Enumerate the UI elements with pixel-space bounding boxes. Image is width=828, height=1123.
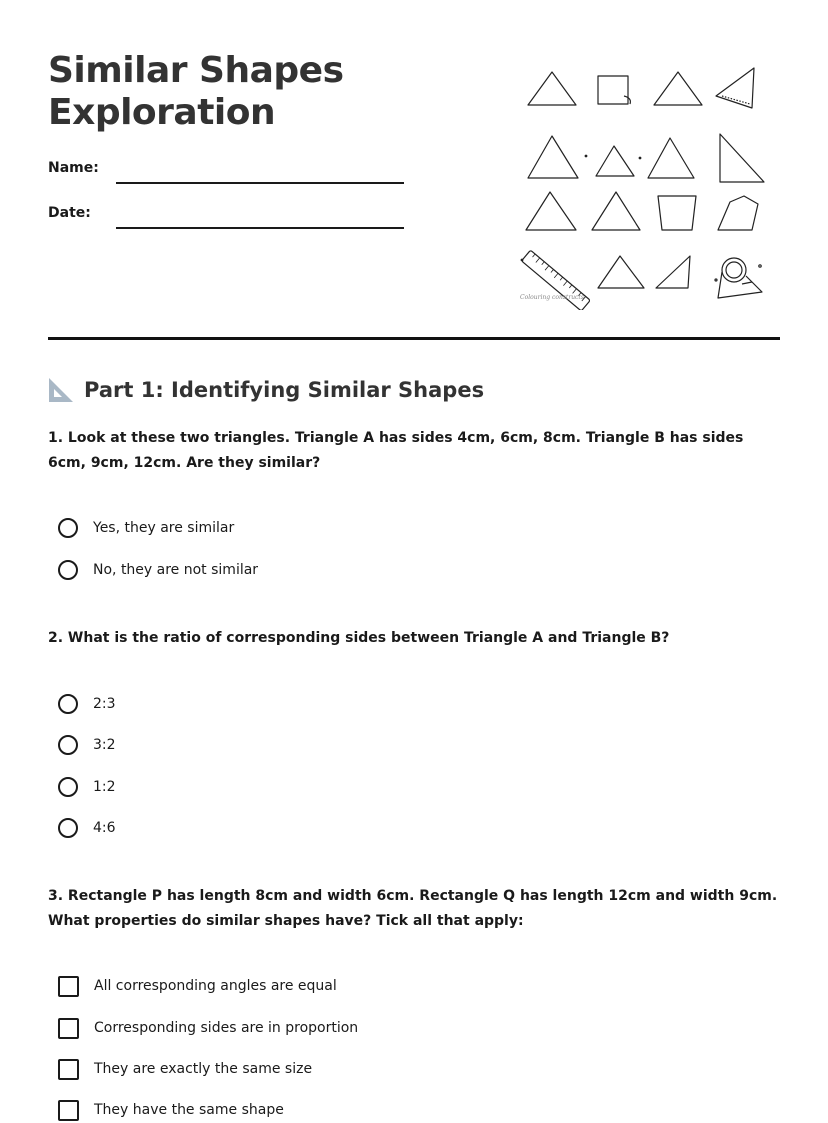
part1-title: Part 1: Identifying Similar Shapes <box>84 378 485 402</box>
checkbox[interactable] <box>58 1018 79 1039</box>
question-1-text: 1. Look at these two triangles. Triangle A has sides 4cm, 6cm, 8cm. Triangle B has sides 6cm, 9cm, 12cm. Are they similar? <box>48 430 744 471</box>
name-label: Name: <box>48 160 99 176</box>
checkbox[interactable] <box>58 1100 79 1121</box>
similar-shapes-illustration-icon <box>516 60 772 310</box>
question-3-text: 3. Rectangle P has length 8cm and width 6cm. Rectangle Q has length 12cm and width 9cm. What properties do similar shapes have? Tick all that apply: <box>48 888 778 929</box>
option-label: They have the same shape <box>94 1102 284 1118</box>
part1-heading <box>48 372 484 408</box>
name-write-line[interactable] <box>116 182 404 184</box>
option-label: Corresponding sides are in proportion <box>94 1020 359 1036</box>
option-label: 1:2 <box>93 779 116 795</box>
q2-option-4-6[interactable] <box>58 815 116 841</box>
q2-option-3-2[interactable] <box>58 732 116 758</box>
q3-option-proportion[interactable] <box>58 1015 358 1041</box>
radio-button[interactable] <box>58 818 78 838</box>
q3-option-angles[interactable] <box>58 973 337 999</box>
checkbox[interactable] <box>58 1059 79 1080</box>
q1-option-yes[interactable] <box>58 515 234 541</box>
option-label: 2:3 <box>93 696 116 712</box>
date-field <box>48 205 408 239</box>
q1-option-no[interactable] <box>58 557 258 583</box>
artist-signature: Colouring constructs <box>520 294 584 301</box>
option-label: No, they are not similar <box>93 562 259 578</box>
radio-button[interactable] <box>58 777 78 797</box>
option-label: Yes, they are similar <box>93 520 235 536</box>
radio-button[interactable] <box>58 735 78 755</box>
q3-option-same-size[interactable] <box>58 1056 312 1082</box>
header-divider <box>48 337 780 340</box>
worksheet-title <box>48 50 344 134</box>
question-2-text: 2. What is the ratio of corresponding sides between Triangle A and Triangle B? <box>48 630 670 646</box>
q3-option-same-shape[interactable] <box>58 1097 284 1123</box>
option-label: All corresponding angles are equal <box>94 978 337 994</box>
title-line-2: Exploration <box>48 92 276 133</box>
title-line-1: Similar Shapes <box>48 50 344 91</box>
option-label: They are exactly the same size <box>94 1061 313 1077</box>
option-label: 4:6 <box>93 820 116 836</box>
set-square-icon <box>48 377 74 403</box>
radio-button[interactable] <box>58 694 78 714</box>
radio-button[interactable] <box>58 560 78 580</box>
option-label: 3:2 <box>93 737 116 753</box>
name-field <box>48 160 408 194</box>
checkbox[interactable] <box>58 976 79 997</box>
date-write-line[interactable] <box>116 227 404 229</box>
radio-button[interactable] <box>58 518 78 538</box>
q2-option-2-3[interactable] <box>58 691 116 717</box>
q2-option-1-2[interactable] <box>58 774 116 800</box>
date-label: Date: <box>48 205 91 221</box>
